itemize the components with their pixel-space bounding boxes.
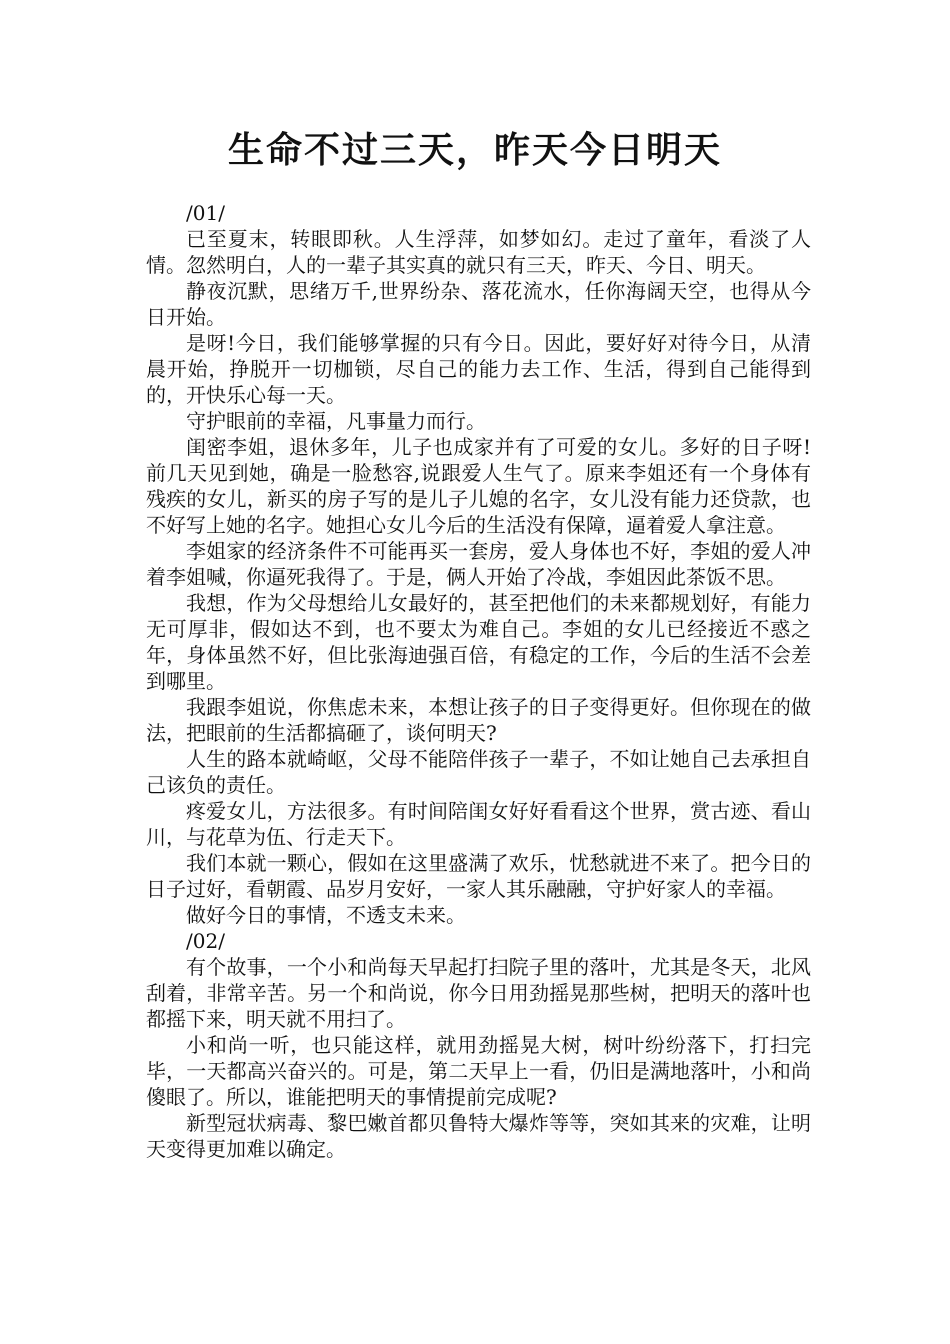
paragraph: 已至夏末，转眼即秋。人生浮萍，如梦如幻。走过了童年，看淡了人情。忽然明白，人的一辈子其实真的就只有三天，昨天、今日、明天。 [146, 227, 811, 277]
paragraph: 新型冠状病毒、黎巴嫩首都贝鲁特大爆炸等等，突如其来的灾难，让明天变得更加难以确定。 [146, 1111, 811, 1161]
document-title: 生命不过三天，昨天今日明天 [227, 130, 722, 171]
paragraph: 人生的路本就崎岖，父母不能陪伴孩子一辈子，不如让她自己去承担自己该负的责任。 [146, 747, 811, 797]
paragraph: 有个故事，一个小和尚每天早起打扫院子里的落叶，尤其是冬天，北风刮着，非常辛苦。另一个和尚说，你今日用劲摇晃那些树，把明天的落叶也都摇下来，明天就不用扫了。 [146, 955, 811, 1031]
paragraph: 我跟李姐说，你焦虑未来，本想让孩子的日子变得更好。但你现在的做法，把眼前的生活都搞砸了，谈何明天? [146, 695, 811, 745]
paragraph: 疼爱女儿，方法很多。有时间陪闺女好好看看这个世界，赏古迹、看山川，与花草为伍、行走天下。 [146, 799, 811, 849]
section-marker: /01/ [186, 201, 225, 225]
paragraph: 守护眼前的幸福，凡事量力而行。 [186, 409, 486, 433]
section-marker: /02/ [186, 929, 225, 953]
paragraph: 我们本就一颗心，假如在这里盛满了欢乐，忧愁就进不来了。把今日的日子过好，看朝霞、品岁月安好，一家人其乐融融，守护好家人的幸福。 [146, 851, 811, 901]
paragraph: 静夜沉默，思绪万千,世界纷杂、落花流水，任你海阔天空，也得从今日开始。 [146, 279, 811, 329]
paragraph: 李姐家的经济条件不可能再买一套房，爱人身体也不好，李姐的爱人冲着李姐喊，你逼死我得了。于是，俩人开始了冷战，李姐因此茶饭不思。 [146, 539, 811, 589]
paragraph: 我想，作为父母想给儿女最好的，甚至把他们的未来都规划好，有能力无可厚非，假如达不到，也不要太为难自己。李姐的女儿已经接近不惑之年，身体虽然不好，但比张海迪强百倍，有稳定的工作，今后的生活不会差到哪里。 [146, 591, 811, 693]
paragraph: 闺密李姐，退休多年，儿子也成家并有了可爱的女儿。多好的日子呀!前几天见到她，确是一脸愁容,说跟爱人生气了。原来李姐还有一个身体有残疾的女儿，新买的房子写的是儿子儿媳的名字，女儿没有能力还贷款，也不好写上她的名字。她担心女儿今后的生活没有保障，逼着爱人拿注意。 [146, 435, 811, 537]
paragraph: 做好今日的事情，不透支未来。 [186, 903, 466, 927]
paragraph: 是呀!今日，我们能够掌握的只有今日。因此，要好好对待今日，从清晨开始，挣脱开一切枷锁，尽自己的能力去工作、生活，得到自己能得到的，开快乐心每一天。 [146, 331, 811, 407]
paragraph: 小和尚一听，也只能这样，就用劲摇晃大树，树叶纷纷落下，打扫完毕，一天都高兴奋兴的。可是，第二天早上一看，仍旧是满地落叶，小和尚傻眼了。所以，谁能把明天的事情提前完成呢? [146, 1033, 811, 1109]
document-body [146, 200, 811, 1162]
